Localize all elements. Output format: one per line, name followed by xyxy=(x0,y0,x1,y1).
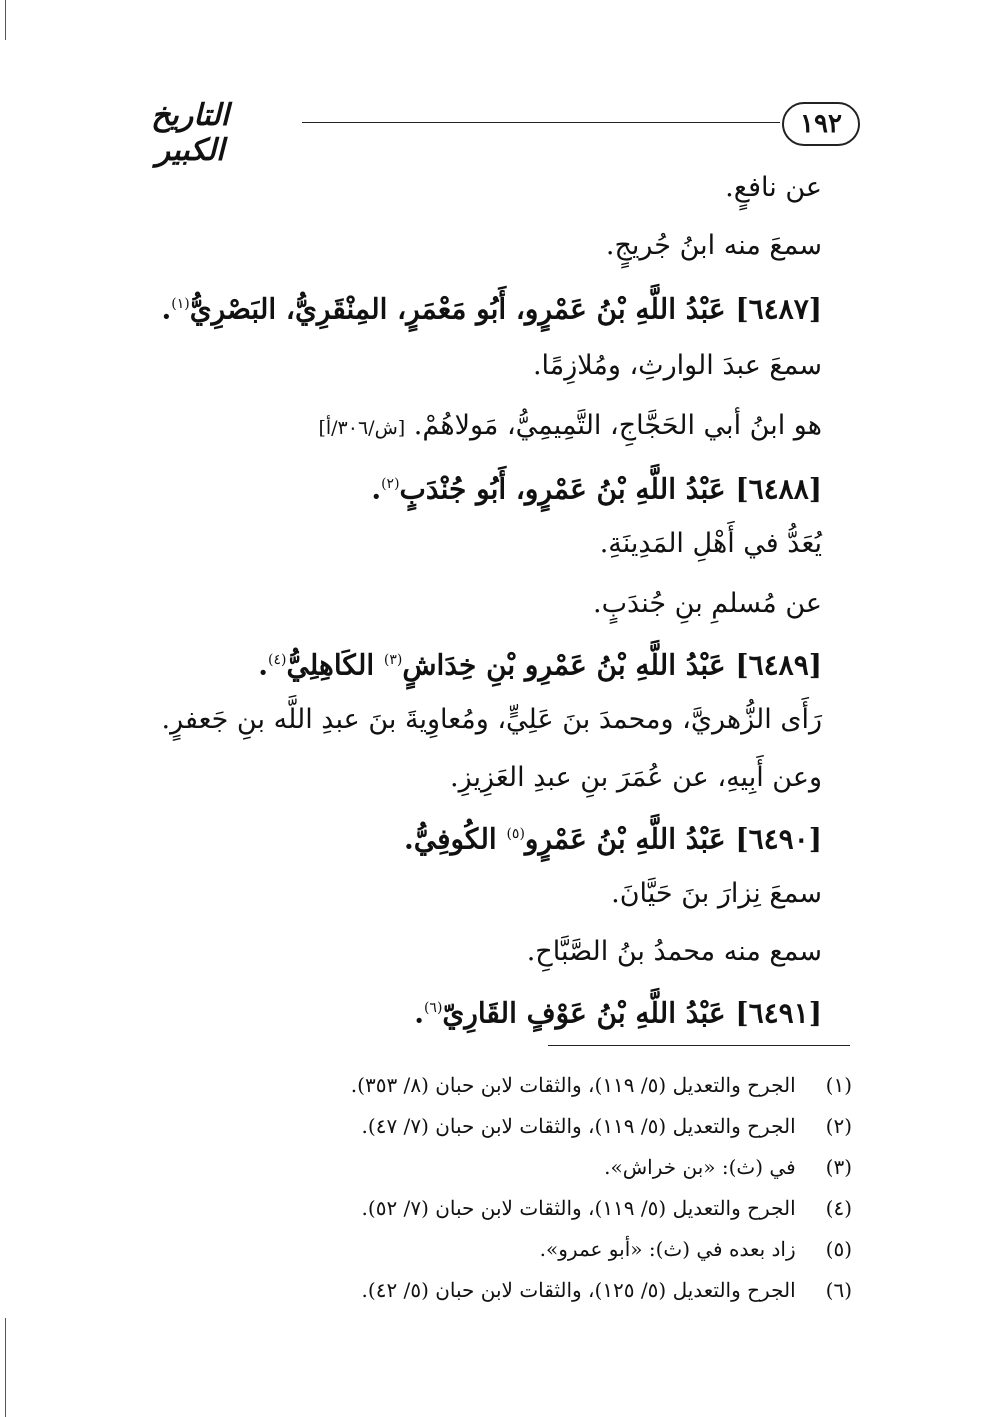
footnote-marker: (٣) xyxy=(383,652,403,668)
footnote-marker: (٢) xyxy=(381,476,400,492)
page-header xyxy=(120,92,860,168)
footnote-number: (١) xyxy=(825,1073,852,1097)
footnote-marker: (١) xyxy=(171,296,190,312)
text-line xyxy=(533,346,822,386)
footnote-separator xyxy=(548,1045,850,1046)
line-text: رَأَى الزُّهريَّ، ومحمدَ بنَ عَلِيٍّ، ومُعاوِيةَ بنَ عبدِ اللَّه بنِ جَعفرٍ. xyxy=(161,704,822,735)
line-text: عن نافعٍ. xyxy=(725,172,822,203)
line-text: عن مُسلمِ بنِ جُندَبٍ. xyxy=(593,588,822,619)
footnote-text: الجرح والتعديل (٥/ ١١٩)، والثقات لابن حبان (٧/ ٤٧). xyxy=(361,1114,796,1138)
entry-heading xyxy=(258,640,822,680)
text-line xyxy=(611,874,822,914)
entry-end: . xyxy=(258,648,268,682)
footnote xyxy=(604,1152,852,1182)
footnote-number: (٥) xyxy=(825,1237,852,1261)
text-line xyxy=(606,226,822,266)
text-line xyxy=(450,758,822,798)
footnote xyxy=(351,1070,852,1100)
footnote-number: (٢) xyxy=(825,1114,852,1138)
entry-end: . xyxy=(403,822,414,856)
line-text: سمعَ نِزارَ بنَ حَيَّانَ. xyxy=(611,878,822,909)
footnote-marker: (٦) xyxy=(423,1000,443,1016)
entry-tail: الكُوفِيُّ xyxy=(413,822,507,856)
footnote-number: (٣) xyxy=(825,1155,852,1179)
footnote-text: الجرح والتعديل (٥/ ١١٩)، والثقات لابن حبان (٧/ ٥٢). xyxy=(361,1196,796,1220)
footnote xyxy=(540,1234,852,1264)
entry-tail: الكَاهِلِيُّ xyxy=(286,648,384,682)
book-title: التاريخ الكبير xyxy=(151,98,229,168)
entry-text: [٦٤٨٩] عَبْدُ اللَّهِ بْنُ عَمْرِو بْنِ خِدَاشٍ xyxy=(402,648,822,682)
entry-heading xyxy=(404,814,822,854)
line-text: سمعَ منه ابنُ جُريجٍ. xyxy=(605,230,822,261)
entry-heading xyxy=(162,284,822,324)
text-line xyxy=(600,524,822,564)
entry-text: [٦٤٨٨] عَبْدُ اللَّهِ بْنُ عَمْرٍو، أَبُو جُنْدَبٍ xyxy=(399,472,822,506)
footnote-number: (٤) xyxy=(825,1196,852,1220)
left-margin-mark xyxy=(5,0,6,40)
left-margin-mark xyxy=(5,1318,6,1417)
line-text: هو ابنُ أبي الحَجَّاجِ، التَّمِيمِيُّ، مَولاهُمْ. xyxy=(413,410,822,441)
header-rule xyxy=(302,122,780,123)
entry-text: [٦٤٩٠] عَبْدُ اللَّهِ بْنُ عَمْرٍو xyxy=(524,822,822,856)
entry-end: . xyxy=(371,472,382,506)
line-text: وعن أَبِيهِ، عن عُمَرَ بنِ عبدِ العَزِيزِ. xyxy=(450,762,822,793)
footnote xyxy=(362,1193,852,1223)
footnote-text: الجرح والتعديل (٥/ ١٢٥)، والثقات لابن حبان (٥/ ٤٢). xyxy=(361,1278,796,1302)
page-number: ١٩٢ xyxy=(782,102,860,146)
entry-text: [٦٤٩١] عَبْدُ اللَّهِ بْنُ عَوْفٍ القَارِيّ xyxy=(442,996,822,1030)
text-line xyxy=(725,168,822,208)
line-text: سمعَ عبدَ الوارثِ، ومُلازِمًا. xyxy=(532,350,822,381)
manuscript-reference: [ش/٣٠٦/أ] xyxy=(318,417,406,439)
entry-heading xyxy=(414,988,822,1028)
footnote-text: في (ث): «بن خراش». xyxy=(604,1155,796,1179)
line-text: سمع منه محمدُ بنُ الصَّبَّاحِ. xyxy=(526,936,822,967)
text-line xyxy=(593,584,822,624)
footnote xyxy=(362,1111,852,1141)
footnote xyxy=(362,1275,852,1305)
footnote-text: زاد بعده في (ث): «أبو عمرو». xyxy=(539,1237,796,1261)
footnote-number: (٦) xyxy=(825,1278,852,1302)
line-text: يُعَدُّ في أَهْلِ المَدِينَةِ. xyxy=(599,528,822,559)
entry-heading xyxy=(371,464,822,504)
footnote-marker: (٤) xyxy=(267,652,287,668)
text-line xyxy=(318,406,822,446)
footnote-marker: (٥) xyxy=(506,826,525,842)
entry-end: . xyxy=(414,996,424,1030)
entry-end: . xyxy=(161,292,172,326)
text-line xyxy=(527,932,822,972)
entry-text: [٦٤٨٧] عَبْدُ اللَّهِ بْنُ عَمْرٍو، أَبُو مَعْمَرٍ، المِنْقَرِيُّ، البَصْرِيُّ xyxy=(189,292,822,326)
footnote-text: الجرح والتعديل (٥/ ١١٩)، والثقات لابن حبان (٨/ ٣٥٣). xyxy=(350,1073,796,1097)
text-line xyxy=(162,700,823,740)
